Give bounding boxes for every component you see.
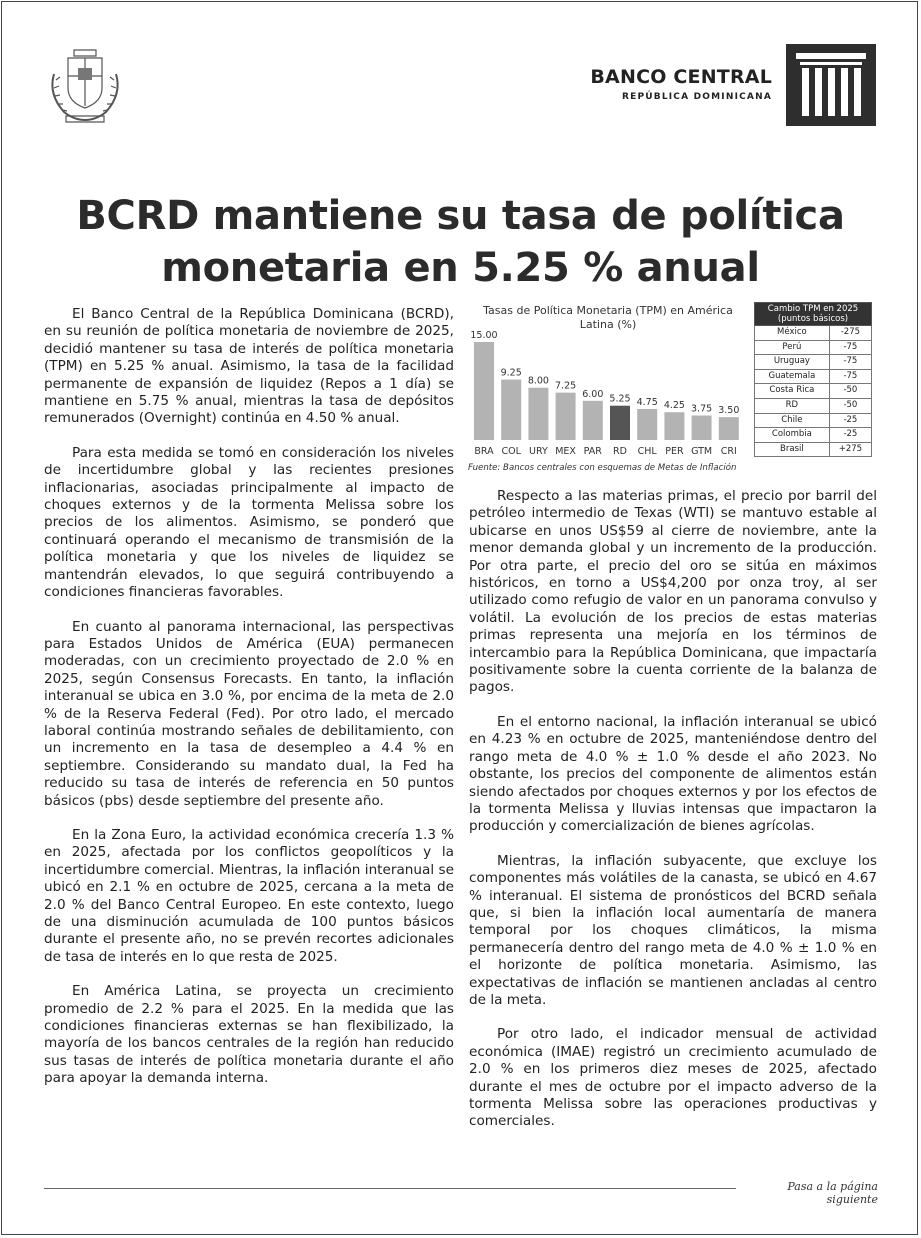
country-cell: México (755, 326, 830, 341)
coat-of-arms-icon (44, 44, 126, 126)
country-cell: Perú (755, 340, 830, 355)
data-label-gtm: 3.75 (691, 403, 713, 415)
data-label-cri: 3.50 (718, 405, 740, 417)
paragraph: En el entorno nacional, la inflación interanual se ubicó en 4.23 % en octubre de 2025, manteniéndose dentro del rango meta de 4.0 % ± 1.0 % desde el año 2023. No obstante, los precios del componente de alimentos están siendo afectados por choques externos y por los efectos de la tormenta Melissa y lluvias intensas que impactaron la producción y comercialización de bienes agrícolas. (469, 713, 877, 835)
left-column (44, 306, 454, 1105)
change-cell: -25 (829, 428, 871, 443)
chart-source: Fuente: Bancos centrales con esquemas de Metas de Inflación (468, 463, 737, 473)
data-label-rd: 5.25 (609, 393, 631, 405)
data-label-chl: 4.75 (636, 396, 658, 408)
data-label-col: 9.25 (500, 367, 522, 379)
bar-chl (637, 409, 657, 440)
change-cell: -75 (829, 355, 871, 370)
paragraph: Para esta medida se tomó en consideración los niveles de incertidumbre global y las recientes presiones inflacionarias, asociadas principalmente al impacto de choques externos y de la tormenta Melissa sobre los precios de los alimentos. Asimismo, se ponderó que continuará operando el mecanismo de transmisión de la política monetaria y que los niveles de liquidez se mantendrán elevados, lo que seguirá contribuyendo a condiciones financieras favorables. (44, 444, 454, 601)
change-cell: -50 (829, 384, 871, 399)
bar-par (583, 401, 603, 440)
tick-label-cri: CRI (720, 446, 737, 457)
tick-label-mex: MEX (555, 446, 576, 457)
data-label-par: 6.00 (582, 388, 604, 400)
tpm-change-table (754, 302, 872, 457)
country-cell: Brasil (755, 442, 830, 457)
country-cell: Guatemala (755, 369, 830, 384)
brand-subtitle: REPÚBLICA DOMINICANA (621, 92, 772, 102)
page-title (40, 190, 881, 294)
change-cell: -75 (829, 340, 871, 355)
paragraph: El Banco Central de la República Dominicana (BCRD), en su reunión de política monetaria de noviembre de 2025, decidió mantener su tasa de interés de política monetaria (TPM) en 5.25 % anual. Asimismo, la tasa de la facilidad permanente de expansión de liquidez (Repos a 1 día) se mantiene en 5.75 % anual, mientras la tasa de depósitos remunerados (Overnight) continúa en 4.50 % anual. (44, 306, 454, 427)
table-row (755, 369, 872, 384)
bar-gtm (692, 416, 712, 441)
footer-rule (44, 1188, 736, 1189)
banco-central-logo-icon (786, 44, 876, 126)
next-page-note: Pasa a la página siguiente (787, 1180, 878, 1206)
paragraph: En cuanto al panorama internacional, las perspectivas para Estados Unidos de América (EUA) permanecen moderadas, con un crecimiento proyectado de 2.0 % en 2025, según Consensus Forecasts. En tanto, la inflación interanual se ubica en 3.0 %, por encima de la meta de 2.0 % de la Reserva Federal (Fed). Por otro lado, el mercado laboral continúa mostrando señales de debilitamiento, con un incremento en la tasa de desempleo a 4.4 % en septiembre. Considerando su mandato dual, la Fed ha reducido su tasa de interés de referencia en 50 puntos básicos (pbs) desde septiembre del presente año. (44, 618, 454, 809)
title-line-2: monetaria en 5.25 % anual (161, 245, 760, 291)
change-cell: -275 (829, 326, 871, 341)
table-row (755, 442, 872, 457)
right-column (469, 488, 877, 1148)
tick-label-rd: RD (613, 446, 627, 457)
change-cell: -50 (829, 398, 871, 413)
bar-mex (556, 393, 576, 440)
tpm-chart (466, 300, 878, 480)
table-row (755, 428, 872, 443)
country-cell: Chile (755, 413, 830, 428)
country-cell: Costa Rica (755, 384, 830, 399)
bar-bra (474, 342, 494, 440)
chart-title: Tasas de Política Monetaria (TPM) en América Latina (%) (483, 304, 733, 331)
paragraph: En América Latina, se proyecta un crecimiento promedio de 2.2 % para el 2025. En la medida que las condiciones financieras externas se han flexibilizado, la mayoría de los bancos centrales de la región han reducido sus tasas de interés de política monetaria durante el año para apoyar la demanda interna. (44, 983, 454, 1087)
data-label-per: 4.25 (663, 400, 685, 412)
chart-plot (466, 300, 750, 462)
tick-label-bra: BRA (474, 446, 494, 457)
paragraph: En la Zona Euro, la actividad económica crecería 1.3 % en 2025, afectada por los conflictos geopolíticos y la incertidumbre comercial. Mientras, la inflación interanual se ubicó en 2.1 % en octubre de 2025, cercana a la meta de 2.0 % del Banco Central Europeo. En este contexto, luego de una disminución acumulada de 100 puntos básicos durante el presente año, no se prevén recortes adicionales de tasa de interés en lo que resta de 2025. (44, 826, 454, 965)
change-cell: -75 (829, 369, 871, 384)
brand-name: BANCO CENTRAL (590, 66, 772, 88)
title-line-1: BCRD mantiene su tasa de política (76, 193, 845, 239)
table-row (755, 326, 872, 341)
tick-label-per: PER (665, 446, 684, 457)
data-label-mex: 7.25 (555, 380, 577, 392)
tick-label-chl: CHL (637, 446, 657, 457)
country-cell: Colombia (755, 428, 830, 443)
data-label-ury: 8.00 (527, 375, 549, 387)
data-label-bra: 15.00 (470, 330, 498, 341)
tick-label-col: COL (501, 446, 521, 457)
table-row (755, 384, 872, 399)
country-cell: Uruguay (755, 355, 830, 370)
table-row (755, 413, 872, 428)
table-row (755, 340, 872, 355)
tick-label-gtm: GTM (691, 446, 713, 457)
tick-label-par: PAR (583, 446, 602, 457)
bar-col (501, 380, 521, 440)
change-cell: +275 (829, 442, 871, 457)
tick-label-ury: URY (529, 446, 548, 457)
country-cell: RD (755, 398, 830, 413)
bar-rd (610, 406, 630, 440)
change-cell: -25 (829, 413, 871, 428)
paragraph: Mientras, la inflación subyacente, que excluye los componentes más volátiles de la canasta, se ubicó en 4.67 % interanual. El sistema de pronósticos del BCRD señala que, si bien la inflación local aumentaría de manera temporal por los choques climáticos, la misma permanecería dentro del rango meta de 4.0 % ± 1.0 % en el horizonte de política monetaria. Asimismo, las expectativas de inflación se mantienen ancladas al centro de la meta. (469, 852, 877, 1008)
paragraph: Respecto a las materias primas, el precio por barril del petróleo intermedio de Texas (WTI) se mantuvo estable al ubicarse en unos US$59 al cierre de noviembre, ante la menor demanda global y un incremento de la producción. Por otra parte, el precio del oro se sitúa en máximos históricos, en torno a US$4,200 por onza troy, al ser utilizado como refugio de valor en un panorama convulso y volátil. La evolución de los precios de estas materias primas representa una mejoría en los términos de intercambio para la República Dominicana, que impactaría positivamente sobre la cuenta corriente de la balanza de pagos. (469, 488, 877, 696)
paragraph: Por otro lado, el indicador mensual de actividad económica (IMAE) registró un crecimiento acumulado de 2.0 % en los primeros diez meses de 2025, afectado durante el mes de octubre por el impacto adverso de la tormenta Melissa sobre las operaciones productivas y comerciales. (469, 1026, 877, 1130)
bar-cri (719, 417, 739, 440)
table-header: Cambio TPM en 2025 (puntos básicos) (755, 303, 872, 326)
bar-per (664, 412, 684, 440)
bar-ury (528, 388, 548, 440)
table-row (755, 355, 872, 370)
table-row (755, 398, 872, 413)
